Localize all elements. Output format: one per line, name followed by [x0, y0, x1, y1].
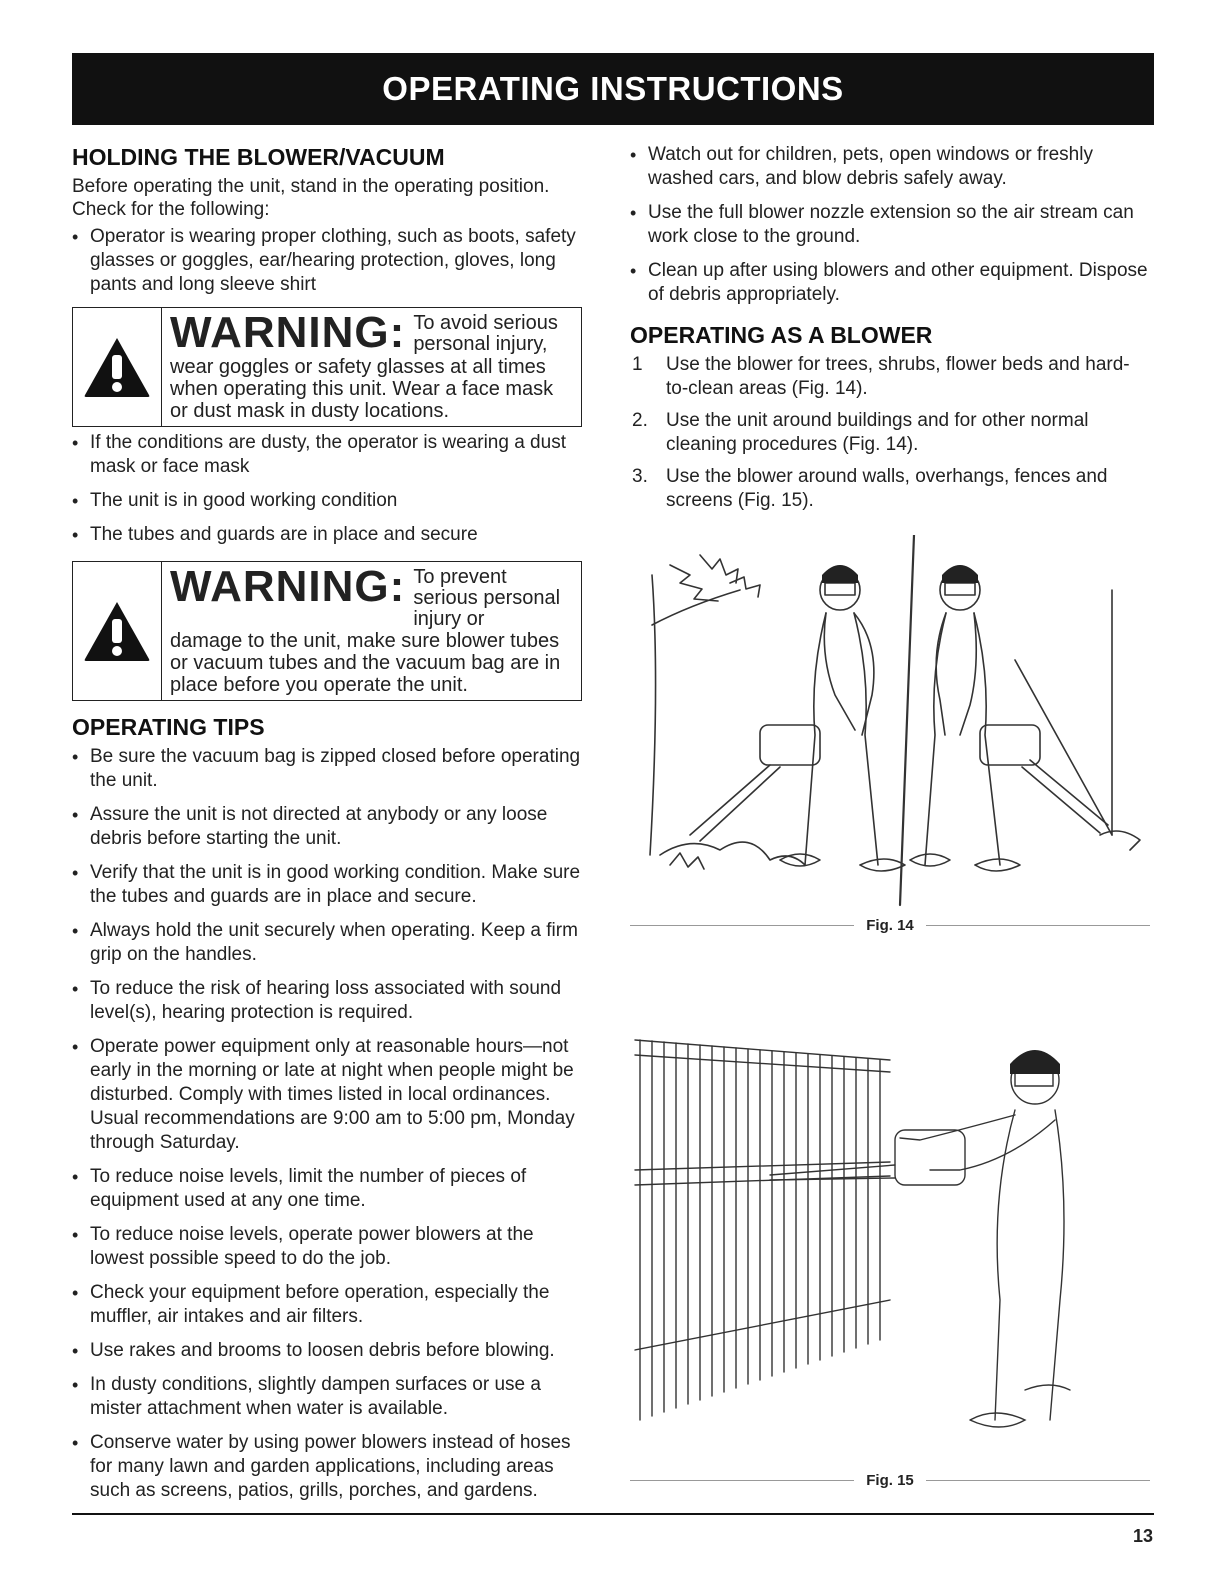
- list-item: • Watch out for children, pets, open windows or freshly washed cars, and blow debris safely away.: [630, 143, 1150, 191]
- list-item: • If the conditions are dusty, the operator is wearing a dust mask or face mask: [72, 431, 592, 479]
- list-item: • To reduce noise levels, limit the number of pieces of equipment used at any one time.: [72, 1165, 592, 1213]
- holding-intro: Before operating the unit, stand in the operating position. Check for the following:: [72, 176, 550, 220]
- fig14-caption: Fig. 14: [866, 917, 914, 934]
- step-number: 3.: [632, 466, 648, 487]
- warning-triangle-icon: [82, 335, 152, 399]
- figure-caption: [630, 917, 1150, 934]
- blower-steps: [630, 353, 1150, 513]
- warning-word: WARNING:: [170, 562, 406, 611]
- left-column: [72, 143, 592, 1503]
- holding-heading: HOLDING THE BLOWER/VACUUM: [72, 144, 445, 170]
- fig15-illustration: [630, 1020, 1150, 1465]
- warning-icon-cell: [73, 562, 162, 700]
- step-text: Use the blower for trees, shrubs, flower beds and hard-to-clean areas (Fig. 14).: [666, 354, 1130, 399]
- list-item: • Always hold the unit securely when operating. Keep a firm grip on the handles.: [72, 919, 592, 967]
- blower-heading: OPERATING AS A BLOWER: [630, 322, 933, 348]
- tips-list: [72, 745, 592, 1503]
- step-text: Use the unit around buildings and for other normal cleaning procedures (Fig. 14).: [666, 410, 1089, 455]
- list-item: • In dusty conditions, slightly dampen surfaces or use a mister attachment when water is available.: [72, 1373, 592, 1421]
- list-item: • Use the full blower nozzle extension so the air stream can work close to the ground.: [630, 201, 1150, 249]
- warning-lead: To avoid serious personal injury,: [413, 312, 558, 355]
- warning-word: WARNING:: [170, 308, 406, 357]
- holding-bullets-after: [72, 431, 592, 547]
- warning-triangle-icon: [82, 599, 152, 663]
- list-item: [630, 409, 1150, 457]
- list-item: • Operator is wearing proper clothing, such as boots, safety glasses or goggles, ear/hearing protection, gloves, long pants and long sleeve shirt: [72, 225, 592, 297]
- warning-icon-cell: [73, 308, 162, 426]
- list-item: • Check your equipment before operation, especially the muffler, air intakes and air filters.: [72, 1281, 592, 1329]
- warning-text: damage to the unit, make sure blower tubes or vacuum tubes and the vacuum bag are in place before you operate the unit.: [170, 630, 561, 696]
- figure-15: [630, 1020, 1150, 1489]
- warning-box-tubes: [72, 561, 582, 701]
- list-item: • Assure the unit is not directed at anybody or any loose debris before starting the unit.: [72, 803, 592, 851]
- right-column: [630, 143, 1150, 513]
- list-item: • Use rakes and brooms to loosen debris before blowing.: [72, 1339, 592, 1363]
- list-item: [630, 465, 1150, 513]
- step-number: 2.: [632, 410, 648, 431]
- list-item: • Be sure the vacuum bag is zipped closed before operating the unit.: [72, 745, 592, 793]
- warning-text: wear goggles or safety glasses at all times when operating this unit. Wear a face mask or dust mask in dusty locations.: [170, 356, 554, 422]
- holding-bullets-before: [72, 225, 592, 297]
- list-item: • Verify that the unit is in good working condition. Make sure the tubes and guards are in place and secure.: [72, 861, 592, 909]
- step-number: 1: [632, 354, 643, 375]
- fig15-caption: Fig. 15: [866, 1472, 914, 1489]
- list-item: • Operate power equipment only at reasonable hours—not early in the morning or late at night when people might be disturbed. Comply with times listed in local ordinances. Usual recommendations are 9:00 am to 5:00 pm, Monday through Saturday.: [72, 1035, 592, 1155]
- page-header-banner: [72, 53, 1154, 125]
- warning-box-goggles: [72, 307, 582, 427]
- warning-lead: To prevent serious personal injury or: [413, 566, 561, 630]
- list-item: • Clean up after using blowers and other equipment. Dispose of debris appropriately.: [630, 259, 1150, 307]
- figure-14: [630, 535, 1150, 934]
- tips-heading: OPERATING TIPS: [72, 714, 265, 740]
- list-item: [630, 353, 1150, 401]
- list-item: • To reduce the risk of hearing loss associated with sound level(s), hearing protection is required.: [72, 977, 592, 1025]
- list-item: • The unit is in good working condition: [72, 489, 592, 513]
- figure-caption: [630, 1472, 1150, 1489]
- page-number: 13: [1132, 1526, 1153, 1546]
- list-item: • Conserve water by using power blowers instead of hoses for many lawn and garden applications, including areas such as screens, patios, grills, porches, and gardens.: [72, 1431, 592, 1503]
- fig14-illustration: [630, 535, 1150, 910]
- list-item: • The tubes and guards are in place and secure: [72, 523, 592, 547]
- page-header-title: OPERATING INSTRUCTIONS: [382, 70, 844, 107]
- step-text: Use the blower around walls, overhangs, fences and screens (Fig. 15).: [666, 466, 1108, 511]
- safety-bullets: [630, 143, 1150, 307]
- list-item: • To reduce noise levels, operate power blowers at the lowest possible speed to do the job.: [72, 1223, 592, 1271]
- footer-rule: [72, 1513, 1154, 1515]
